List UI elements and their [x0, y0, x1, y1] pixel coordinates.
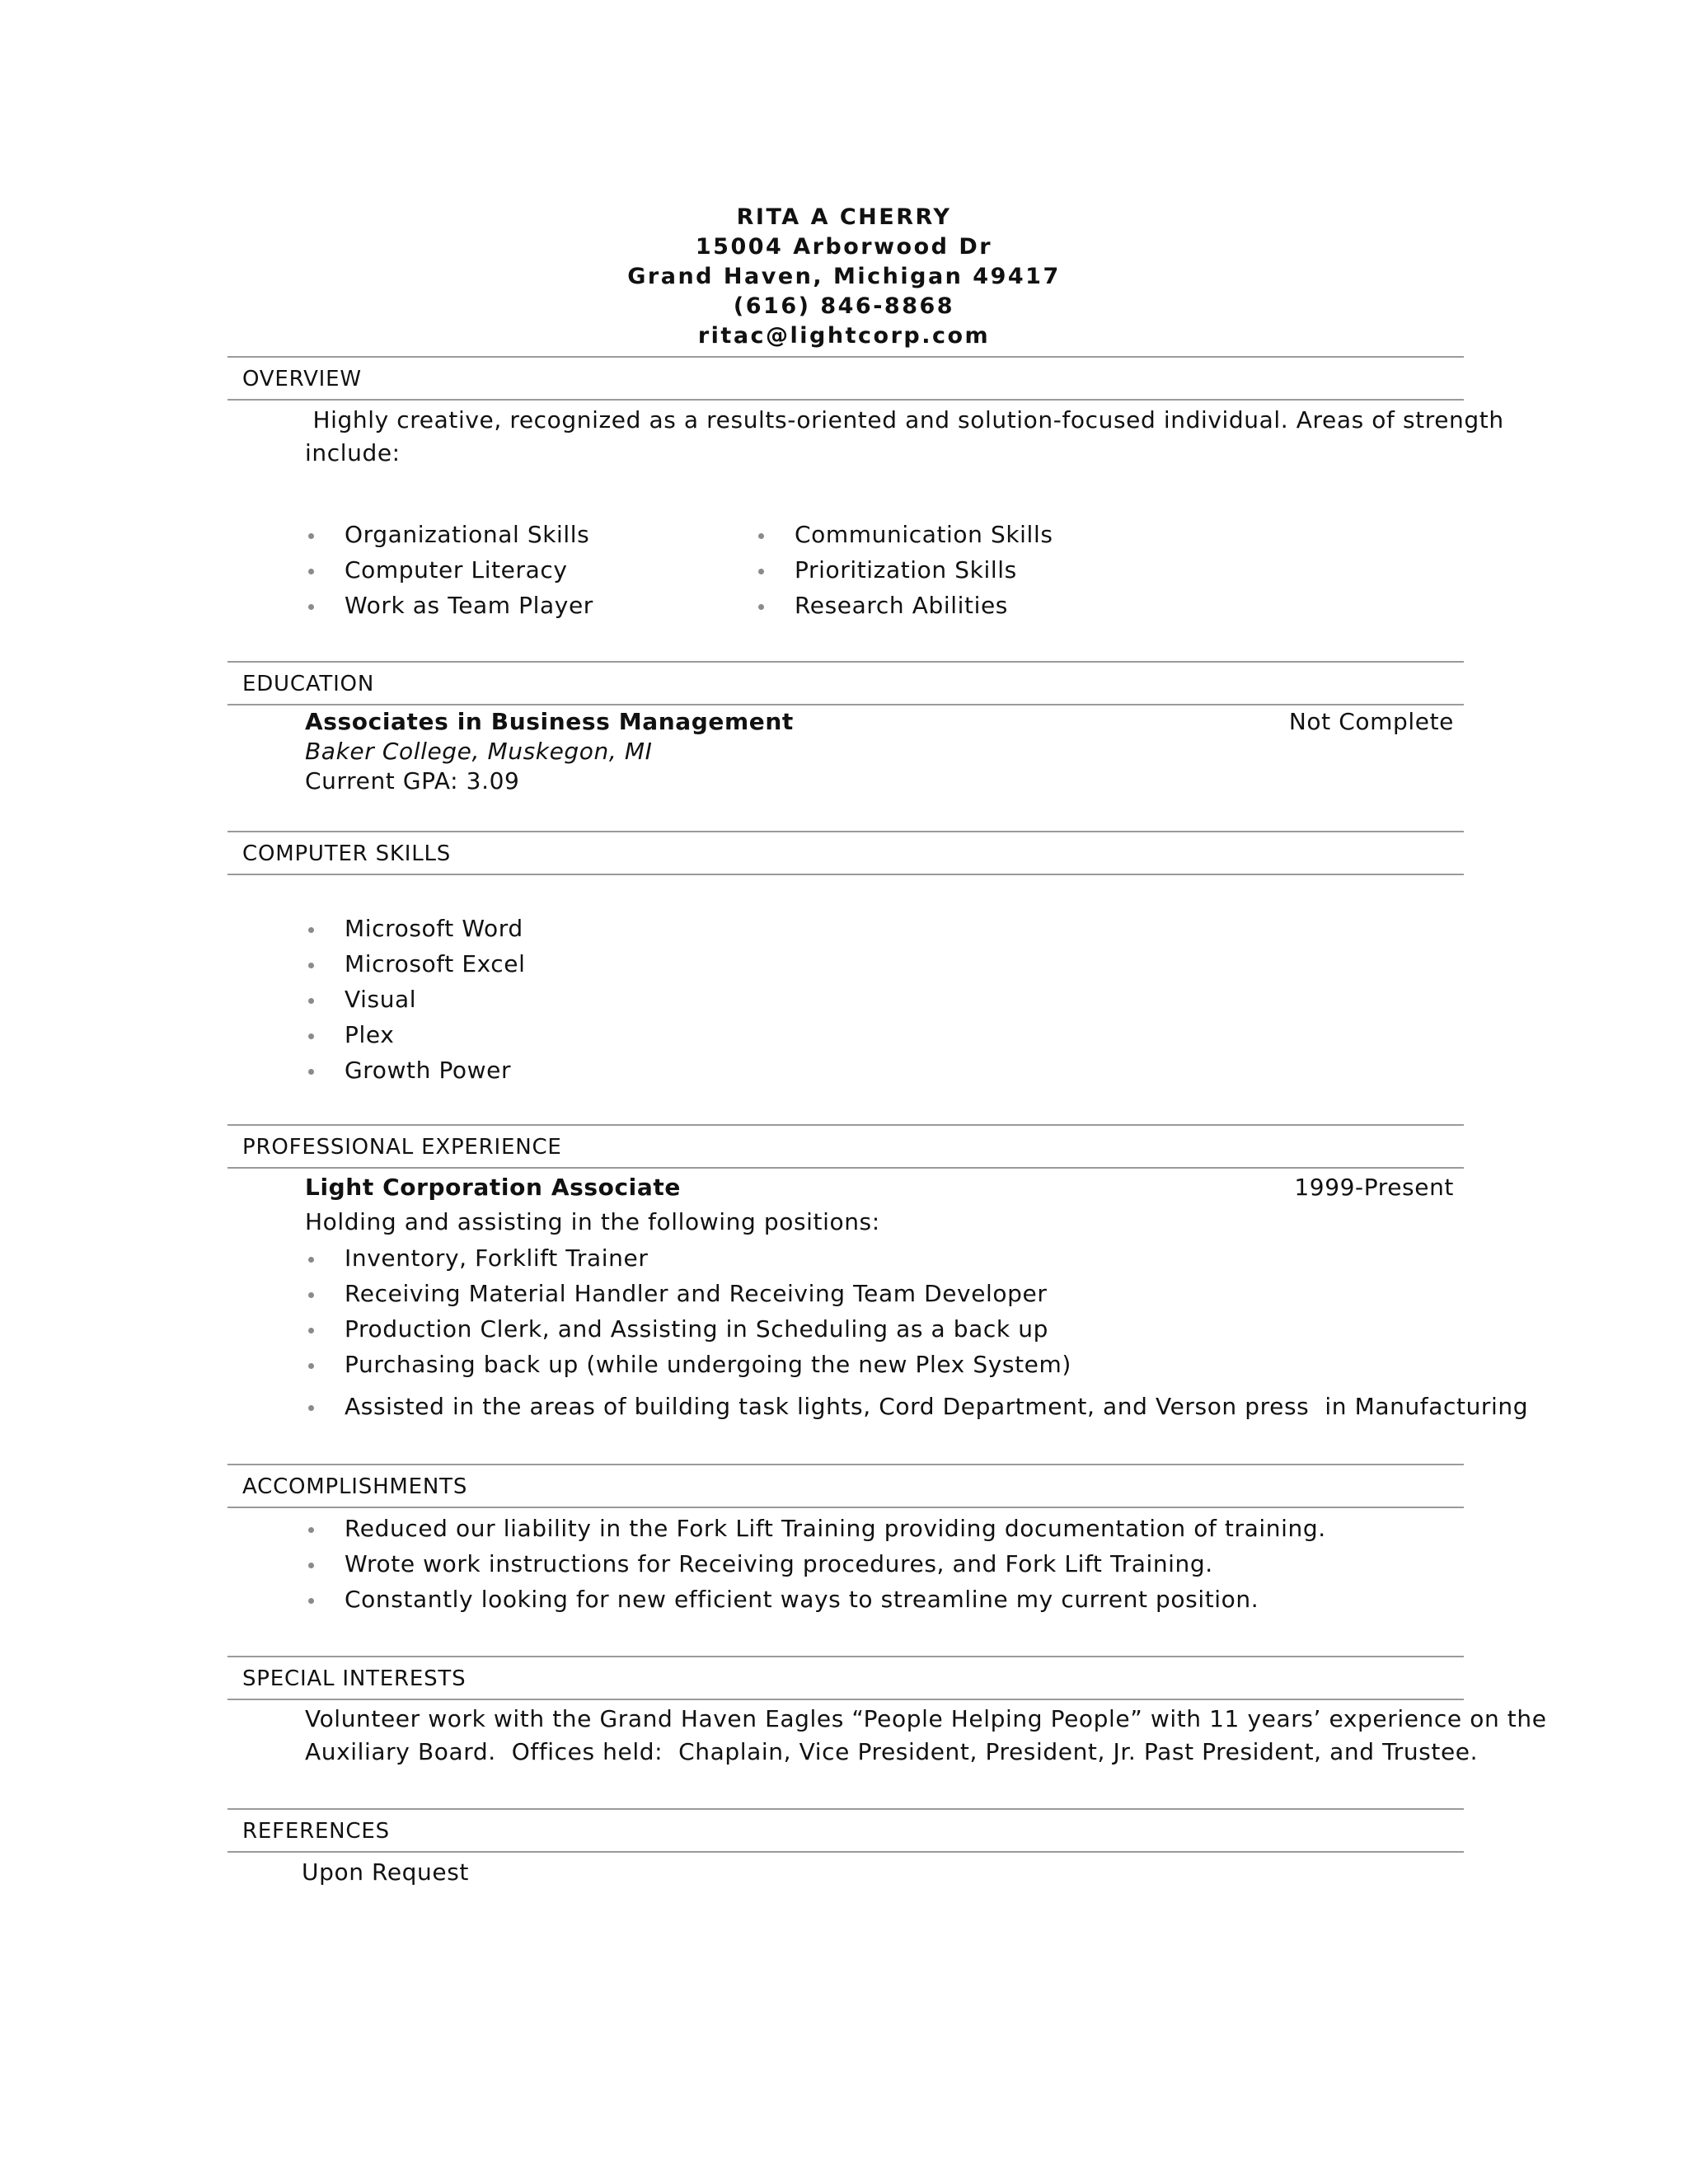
section-divider	[227, 1464, 1464, 1465]
street-address: 15004 Arborwood Dr	[695, 234, 993, 260]
list-item: Production Clerk, and Assisting in Scheduling as a back up	[305, 1311, 1528, 1347]
bullet-icon	[308, 1405, 314, 1411]
list-item: Wrote work instructions for Receiving procedures, and Fork Lift Training.	[305, 1546, 1326, 1582]
school-name: Baker College, Muskegon, MI	[305, 738, 653, 765]
section-divider	[227, 1167, 1464, 1169]
section-divider	[227, 1124, 1464, 1126]
section-title-professional-experience: PROFESSIONAL EXPERIENCE	[242, 1135, 562, 1160]
section-divider	[227, 1808, 1464, 1810]
bullet-icon	[308, 963, 314, 968]
bullet-icon	[308, 1563, 314, 1568]
interests-line: Auxiliary Board. Offices held: Chaplain, Vice President, President, Jr. Past President, and Trustee.	[305, 1738, 1479, 1765]
list-item: Reduced our liability in the Fork Lift Training providing documentation of training.	[305, 1511, 1326, 1546]
references-text: Upon Request	[302, 1858, 469, 1886]
list-item: Work as Team Player	[305, 588, 593, 623]
bullet-icon	[308, 1292, 314, 1298]
list-item: Computer Literacy	[305, 552, 593, 588]
section-title-overview: OVERVIEW	[242, 367, 362, 391]
section-title-references: REFERENCES	[242, 1819, 390, 1844]
list-item: Research Abilities	[755, 588, 1053, 623]
list-item: Assisted in the areas of building task lights, Cord Department, and Verson press in Manufacturing	[305, 1389, 1528, 1424]
list-item: Visual	[305, 982, 526, 1017]
section-divider	[227, 356, 1464, 358]
degree-name: Associates in Business Management	[305, 708, 794, 735]
list-item: Inventory, Forklift Trainer	[305, 1240, 1528, 1276]
bullet-icon	[308, 533, 314, 539]
section-divider	[227, 704, 1464, 705]
bullet-icon	[308, 1598, 314, 1604]
degree-status: Not Complete	[1288, 708, 1454, 735]
list-item: Constantly looking for new efficient ways to streamline my current position.	[305, 1582, 1326, 1617]
job-intro: Holding and assisting in the following positions:	[305, 1208, 880, 1235]
experience-list	[305, 1240, 1528, 1424]
bullet-icon	[308, 1527, 314, 1533]
accomplishments-list	[305, 1511, 1326, 1617]
city-state-zip: Grand Haven, Michigan 49417	[627, 264, 1061, 289]
bullet-icon	[308, 1328, 314, 1333]
section-title-education: EDUCATION	[242, 672, 375, 696]
section-divider	[227, 831, 1464, 832]
bullet-icon	[758, 604, 764, 610]
bullet-icon	[308, 1257, 314, 1263]
section-divider	[227, 661, 1464, 663]
overview-summary	[305, 404, 1504, 470]
list-item: Plex	[305, 1017, 526, 1052]
list-item: Growth Power	[305, 1052, 526, 1088]
section-divider	[227, 1699, 1464, 1700]
strengths-list-right	[755, 517, 1053, 623]
overview-summary-line: include:	[305, 439, 401, 466]
bullet-icon	[308, 1033, 314, 1039]
list-item: Microsoft Word	[305, 911, 526, 946]
section-title-computer-skills: COMPUTER SKILLS	[242, 841, 452, 866]
section-divider	[227, 874, 1464, 875]
computer-skills-list	[305, 911, 526, 1088]
bullet-icon	[308, 604, 314, 610]
list-item: Purchasing back up (while undergoing the new Plex System)	[305, 1347, 1528, 1382]
list-item: Microsoft Excel	[305, 946, 526, 982]
phone-number: (616) 846-8868	[733, 293, 955, 319]
list-item: Organizational Skills	[305, 517, 593, 552]
section-title-accomplishments: ACCOMPLISHMENTS	[242, 1474, 468, 1499]
section-divider	[227, 1851, 1464, 1853]
list-item: Communication Skills	[755, 517, 1053, 552]
overview-summary-line: Highly creative, recognized as a results-oriented and solution-focused individual. Areas of strength	[305, 406, 1504, 434]
education-entry	[305, 707, 794, 796]
bullet-icon	[308, 998, 314, 1004]
job-dates: 1999-Present	[1294, 1174, 1454, 1201]
bullet-icon	[758, 533, 764, 539]
section-divider	[227, 1507, 1464, 1508]
special-interests-text	[305, 1703, 1547, 1769]
list-item: Receiving Material Handler and Receiving Team Developer	[305, 1276, 1528, 1311]
strengths-list-left	[305, 517, 593, 623]
section-divider	[227, 399, 1464, 401]
bullet-icon	[308, 927, 314, 933]
bullet-icon	[758, 569, 764, 574]
bullet-icon	[308, 1363, 314, 1369]
email-address: ritac@lightcorp.com	[697, 323, 991, 349]
gpa: Current GPA: 3.09	[305, 767, 520, 794]
bullet-icon	[308, 1069, 314, 1075]
section-divider	[227, 1656, 1464, 1657]
list-item: Prioritization Skills	[755, 552, 1053, 588]
candidate-name: RITA A CHERRY	[736, 204, 952, 230]
contact-header	[0, 203, 1688, 351]
interests-line: Volunteer work with the Grand Haven Eagles “People Helping People” with 11 years’ experience on the	[305, 1705, 1547, 1732]
bullet-icon	[308, 569, 314, 574]
job-title: Light Corporation Associate	[305, 1174, 681, 1201]
section-title-special-interests: SPECIAL INTERESTS	[242, 1666, 467, 1691]
